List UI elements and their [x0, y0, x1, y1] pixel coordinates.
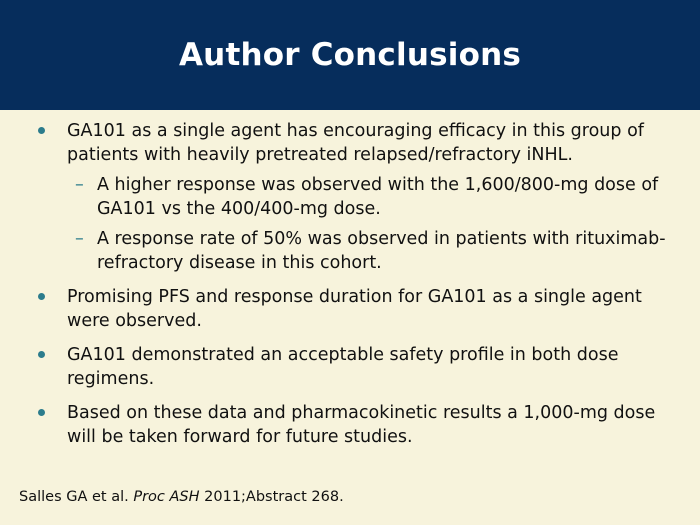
- sub-bullet-text: A higher response was observed with the 1,600/800-mg dose of GA101 vs the 400/400-mg dose.: [97, 175, 659, 219]
- bullet-text: GA101 as a single agent has encouraging efficacy in this group of patients with heavily pretreated relapsed/refractory iNHL.: [67, 121, 644, 165]
- title-bar: [0, 0, 700, 110]
- sub-bullet-item-dose-response: [67, 173, 672, 221]
- bullet-marker-icon: [38, 293, 45, 300]
- bullet-item-safety: [0, 343, 700, 391]
- bullet-item-future-dose: [0, 401, 700, 449]
- bullet-item-efficacy: [0, 119, 700, 275]
- bullet-text: GA101 demonstrated an acceptable safety profile in both dose regimens.: [67, 345, 619, 389]
- dash-marker-icon: –: [75, 229, 84, 249]
- citation-authors: Salles GA et al.: [19, 489, 129, 505]
- bullet-marker-icon: [38, 409, 45, 416]
- bullet-text: Promising PFS and response duration for GA101 as a single agent were observed.: [67, 287, 642, 331]
- dash-marker-icon: –: [75, 175, 84, 195]
- citation-details: 2011;Abstract 268.: [204, 489, 344, 505]
- sub-bullet-text: A response rate of 50% was observed in patients with rituximab-refractory disease in this cohort.: [97, 229, 666, 273]
- sub-bullet-item-response-rate: [67, 227, 672, 275]
- bullet-text: Based on these data and pharmacokinetic results a 1,000-mg dose will be taken forward for future studies.: [67, 403, 656, 447]
- bullet-marker-icon: [38, 351, 45, 358]
- slide-title: Author Conclusions: [178, 37, 521, 73]
- bullet-item-pfs: [0, 285, 700, 333]
- bullet-marker-icon: [38, 127, 45, 134]
- bullet-list: [0, 119, 700, 459]
- sub-bullet-list: [67, 173, 672, 275]
- citation: [19, 487, 344, 507]
- citation-journal: Proc ASH: [133, 489, 200, 505]
